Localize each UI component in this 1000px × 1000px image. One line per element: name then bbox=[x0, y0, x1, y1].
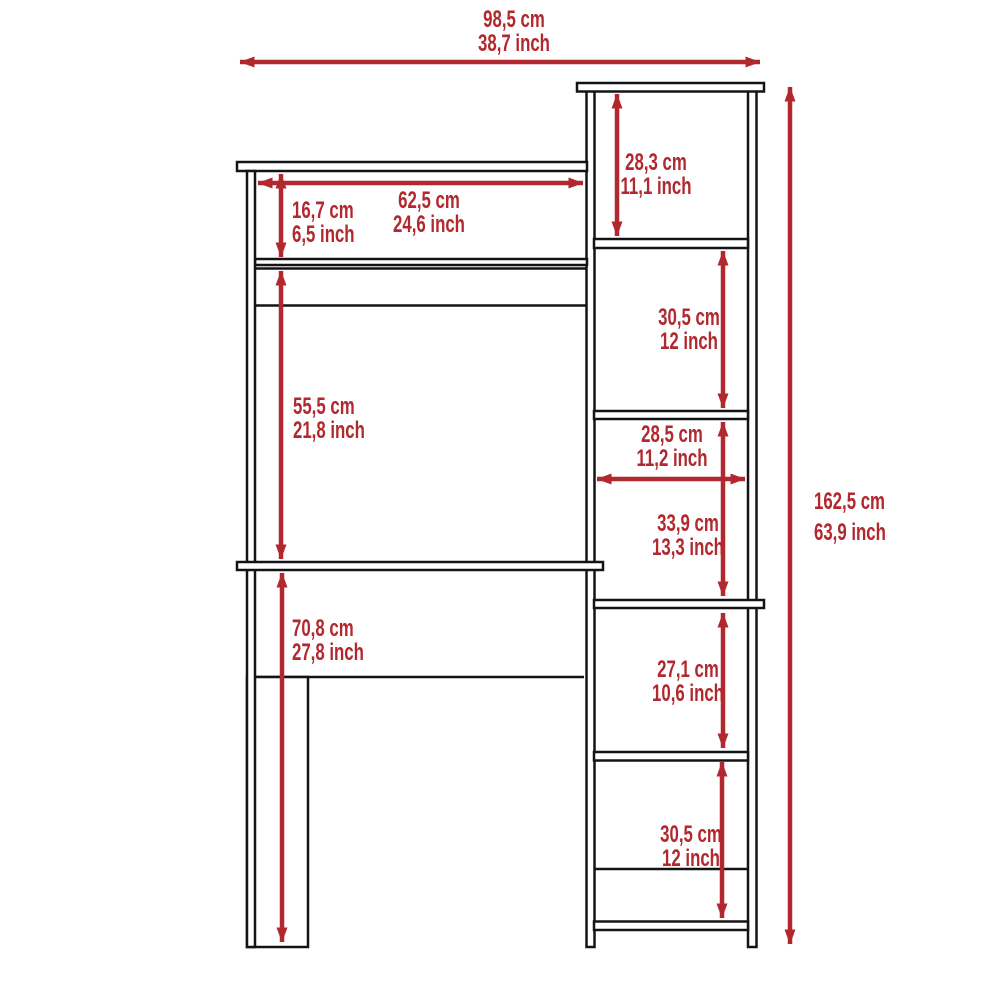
dim-cm-text: 98,5 cm bbox=[483, 6, 545, 33]
dim-inch-text: 11,2 inch bbox=[636, 445, 708, 472]
tower-shelf-2 bbox=[594, 411, 748, 419]
dim-inch-text: 63,9 inch bbox=[814, 519, 886, 546]
dim-label-tower-inner-width bbox=[637, 423, 708, 471]
dimension-arrows bbox=[240, 62, 790, 944]
tower-right-wall bbox=[748, 91, 757, 947]
tower-left-wall bbox=[587, 91, 595, 947]
dim-inch-text: 12 inch bbox=[662, 845, 720, 872]
desk-left-side-panel bbox=[247, 171, 255, 947]
dim-label-hutch-opening-height bbox=[292, 199, 355, 247]
dim-cm-text: 16,7 cm bbox=[292, 197, 354, 224]
dim-inch-text: 27,8 inch bbox=[292, 639, 364, 666]
dim-label-overall-width bbox=[478, 8, 550, 56]
desk-top bbox=[237, 562, 603, 570]
dim-cm-text: 30,5 cm bbox=[658, 304, 720, 331]
tower-bottom-shelf bbox=[594, 922, 748, 931]
dim-label-desk-clearance-height bbox=[293, 395, 365, 443]
dim-label-tower-shelf-2 bbox=[658, 306, 720, 354]
dim-label-hutch-shelf-width bbox=[393, 189, 465, 237]
dim-cm-text: 62,5 cm bbox=[398, 187, 460, 214]
dim-cm-text: 28,3 cm bbox=[625, 149, 687, 176]
dim-label-tower-shelf-3 bbox=[652, 512, 724, 560]
hutch-shelf bbox=[255, 259, 587, 265]
tower-shelf-4 bbox=[594, 752, 748, 761]
dim-cm-text: 30,5 cm bbox=[660, 821, 722, 848]
dim-label-desk-surface-height bbox=[292, 617, 364, 665]
tower-shelf-1 bbox=[594, 239, 748, 248]
dim-inch-text: 12 inch bbox=[660, 328, 718, 355]
dim-label-tower-shelf-4 bbox=[652, 658, 724, 706]
hutch-top-board bbox=[237, 162, 587, 171]
dim-label-overall-height bbox=[814, 486, 886, 548]
dim-cm-text: 33,9 cm bbox=[657, 510, 719, 537]
dim-inch-text: 11,1 inch bbox=[620, 173, 692, 200]
tower-shelf-3 bbox=[594, 600, 764, 608]
dim-inch-text: 10,6 inch bbox=[652, 680, 724, 707]
dim-cm-text: 70,8 cm bbox=[292, 615, 354, 642]
dim-inch-text: 38,7 inch bbox=[478, 30, 550, 57]
dim-cm-text: 28,5 cm bbox=[641, 421, 703, 448]
dim-inch-text: 21,8 inch bbox=[293, 417, 365, 444]
dim-label-tower-shelf-5 bbox=[660, 823, 722, 871]
dim-cm-text: 55,5 cm bbox=[293, 393, 355, 420]
dim-inch-text: 24,6 inch bbox=[393, 211, 465, 238]
dim-cm-text: 162,5 cm bbox=[814, 488, 885, 515]
dim-cm-text: 27,1 cm bbox=[657, 656, 719, 683]
tower-top-board bbox=[577, 83, 764, 92]
dim-label-tower-shelf-1 bbox=[621, 151, 692, 199]
dim-inch-text: 6,5 inch bbox=[292, 221, 355, 248]
dim-inch-text: 13,3 inch bbox=[652, 534, 724, 561]
